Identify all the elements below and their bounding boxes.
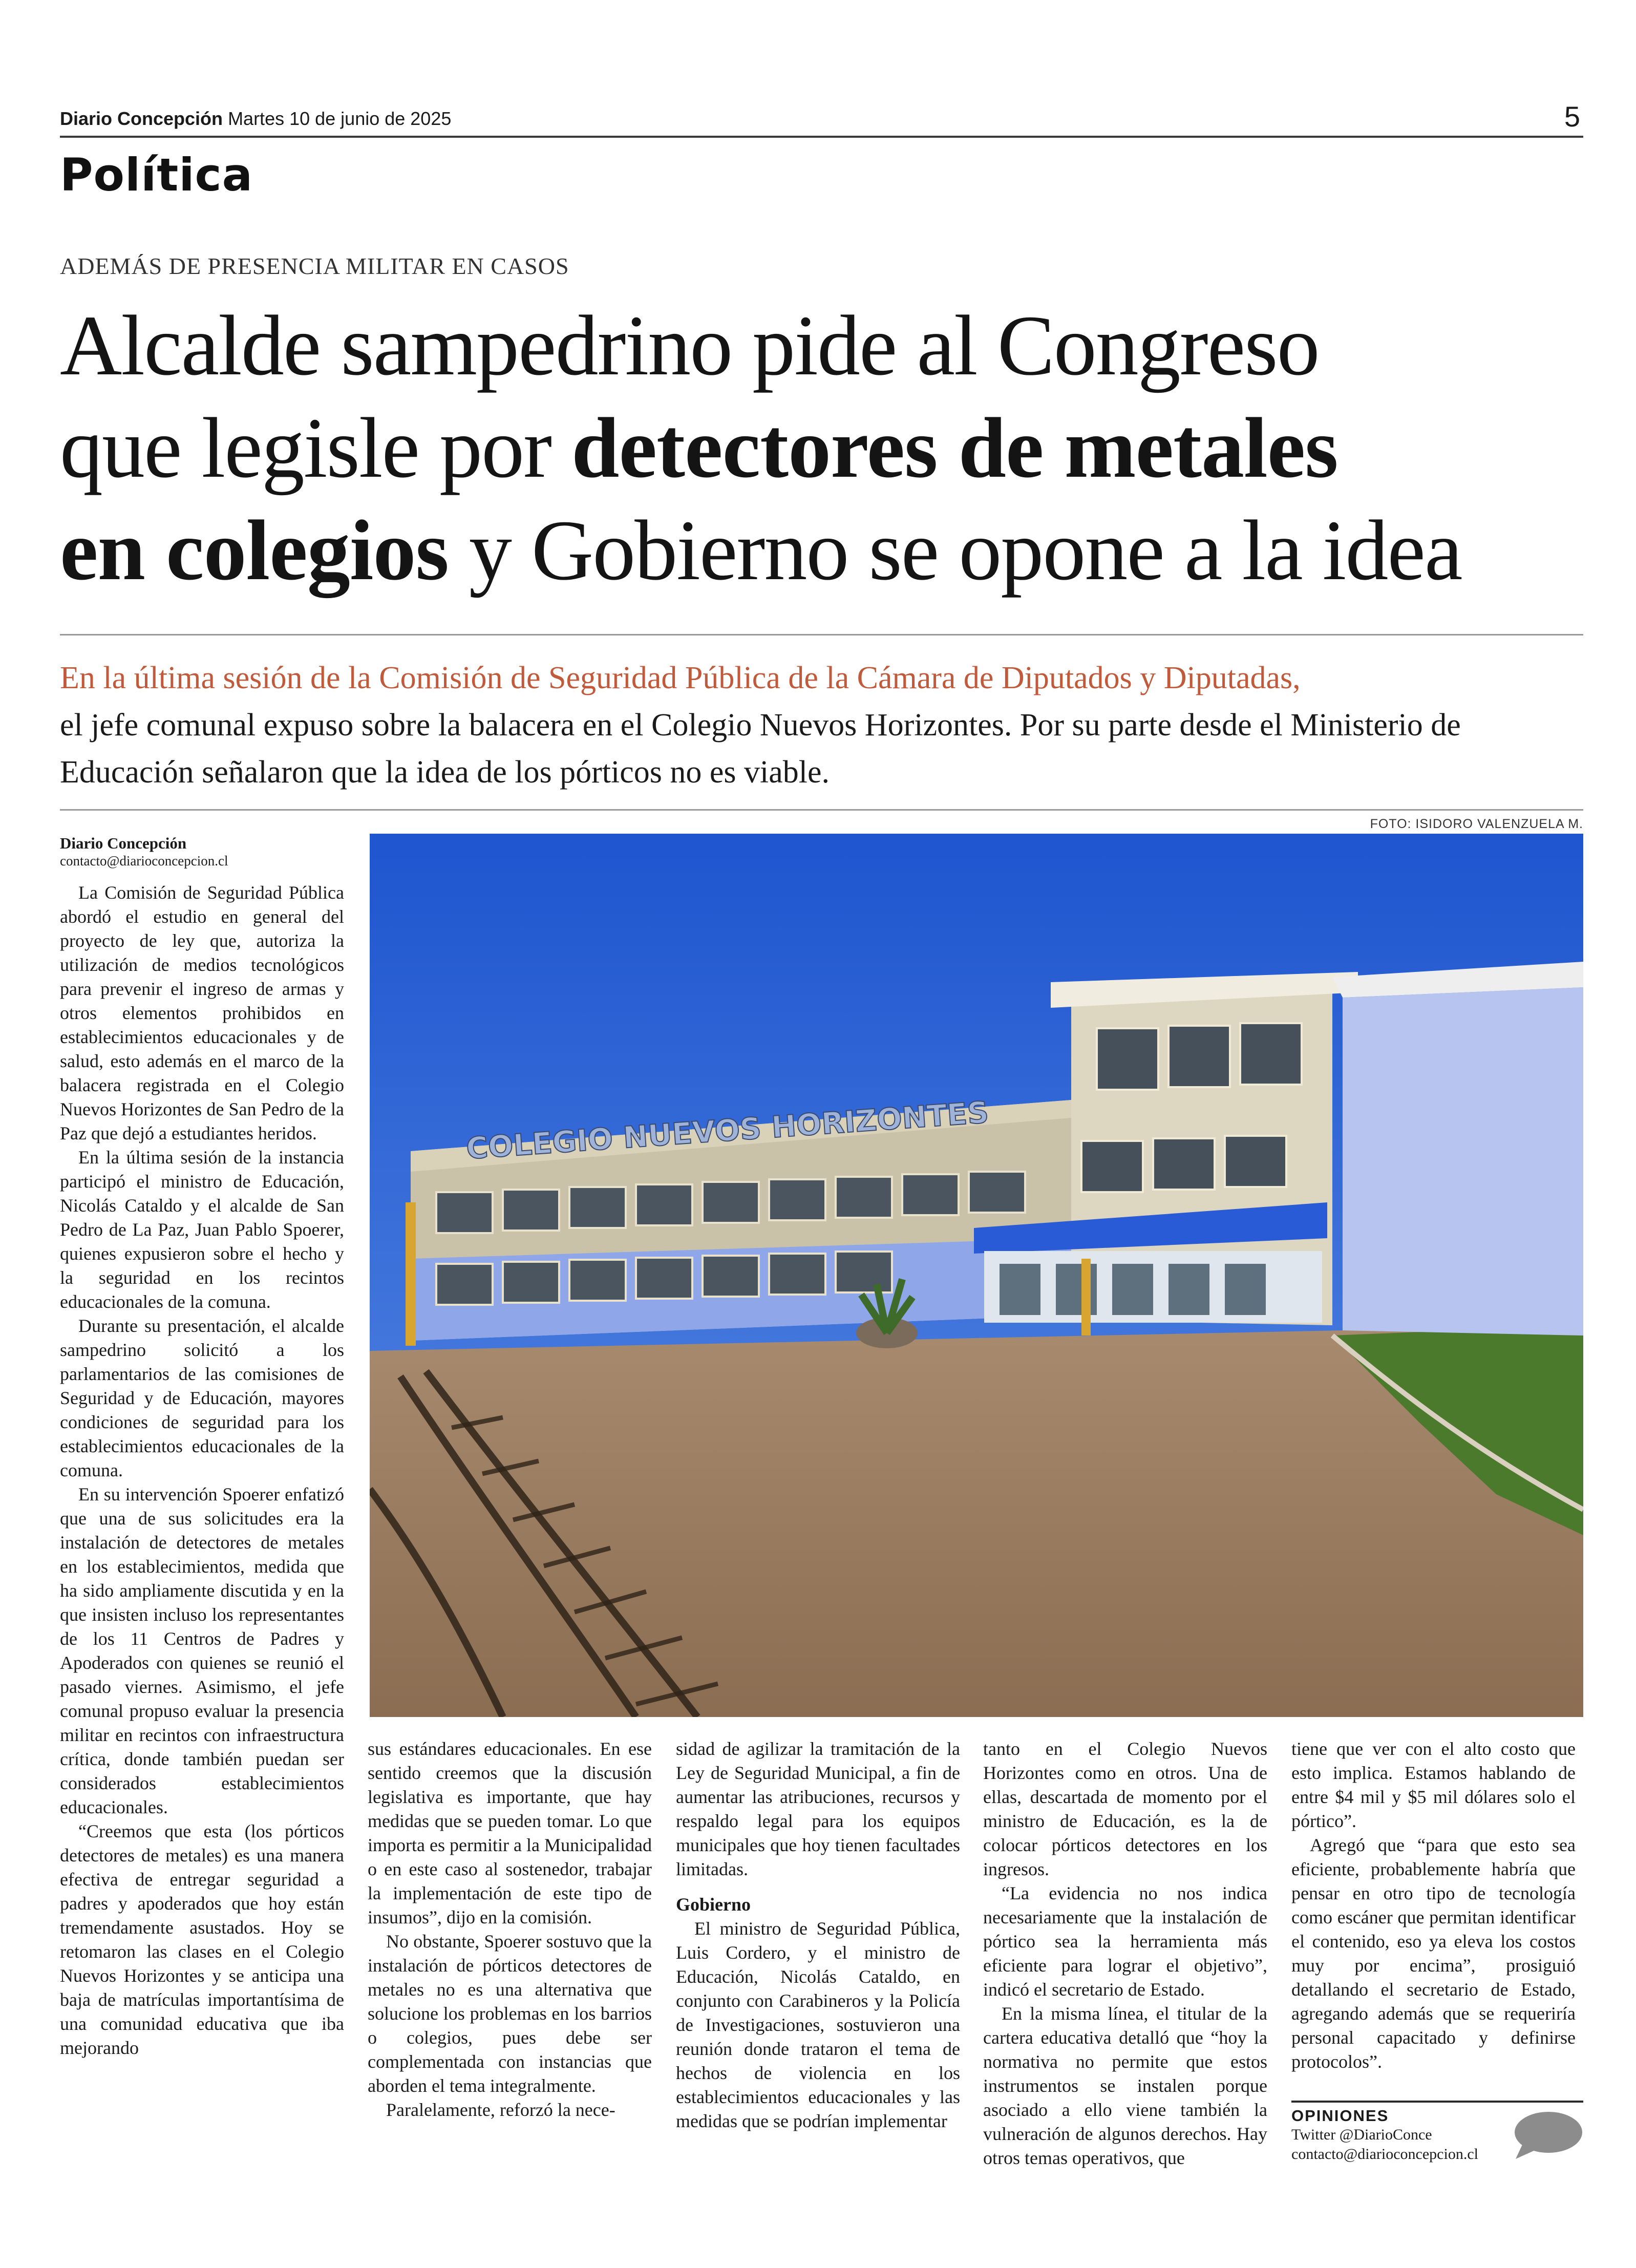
paragraph: sidad de agilizar la tramitación de la Ley de Seguridad Municipal, a fin de aumentar las atribuciones, recursos y respaldo legal para los equipos municipales que hoy tienen facultades limitadas. xyxy=(676,1739,960,1879)
paragraph: No obstante, Spoerer sostuvo que la instalación de pórticos detectores de metales no es una alternativa que solucione los problemas en los barrios o colegios, pues debe ser complementada con instancias que aborden el tema integralmente. xyxy=(368,1931,652,2096)
paragraph: Paralelamente, reforzó la nece- xyxy=(386,2100,615,2120)
headline-text: que legisle por xyxy=(60,400,572,496)
byline-email: contacto@diarioconcepcion.cl xyxy=(60,853,228,868)
opiniones-title: OPINIONES xyxy=(1291,2107,1389,2125)
paragraph: El ministro de Seguridad Pública, Luis Cordero, y el ministro de Educación, Nicolás Cataldo, en conjunto con Carabineros y la Policía de Investigaciones, sostuvieron una reunión donde trataron el tema de hechos de violencia en los establecimientos educacionales y las medidas que se podrían implementar xyxy=(676,1918,960,2131)
page-header xyxy=(60,100,1583,138)
headline-line-1: Alcalde sampedrino pide al Congreso xyxy=(60,298,1319,393)
headline-emphasis: en colegios xyxy=(60,503,449,598)
publication-date: Martes 10 de junio de 2025 xyxy=(228,108,452,129)
byline-name: Diario Concepción xyxy=(60,834,187,852)
paragraph: “Creemos que esta (los pórticos detectores de metales) es una manera efectiva de entregar seguridad a padres y apoderados que hoy están tremendamente asustados. Hoy se retomaron las clases en el Colegio Nuevos Horizontes y se anticipa una baja de matrículas importantísima de una comunidad educativa que iba mejorando xyxy=(60,1821,344,2058)
article-column-5 xyxy=(1291,1737,1576,2074)
headline-line-2 xyxy=(60,397,1591,499)
paragraph: En la misma línea, el titular de la cartera educativa detalló que “hoy la normativa no permite que estos instrumentos se instalen porque asociado a ello viene también la vulneración de algunos derechos. Hay otros temas operativos, que xyxy=(983,2003,1267,2168)
subheading: Gobierno xyxy=(676,1894,751,1915)
article-column-3 xyxy=(676,1737,960,2133)
byline xyxy=(60,835,228,870)
publication-name: Diario Concepción xyxy=(60,108,223,129)
paragraph: sus estándares educacionales. En ese sentido creemos que la discusión legislativa es importante, que hay medidas que se pueden tomar. Lo que importa es permitir a la Municipalidad o en este caso al sostenedor, trabajar la implementación de este tipo de insumos”, dijo en la comisión. xyxy=(368,1739,652,1927)
opiniones-email[interactable]: contacto@diarioconcepcion.cl xyxy=(1291,2146,1478,2163)
article-column-4 xyxy=(983,1737,1267,2170)
article-deck xyxy=(60,654,1591,796)
paragraph: Durante su presentación, el alcalde sampedrino solicitó a los parlamentarios de las comisiones de Seguridad y de Educación, mayores condiciones de seguridad para los establecimientos educacionales de la comuna. xyxy=(60,1316,344,1480)
headline-emphasis: detectores de metales xyxy=(571,400,1338,496)
publication-line xyxy=(60,108,451,130)
paragraph: “La evidencia no nos indica necesariamente que la instalación de pórtico sea la herramienta más eficiente para lograr el objetivo”, indicó el secretario de Estado. xyxy=(983,1883,1267,2000)
page-number: 5 xyxy=(1564,100,1580,133)
headline-text: y Gobierno se opone a la idea xyxy=(448,503,1462,598)
photo-credit: FOTO: ISIDORO VALENZUELA M. xyxy=(1370,817,1583,831)
divider xyxy=(60,809,1583,811)
paragraph: La Comisión de Seguridad Pública abordó el estudio en general del proyecto de ley que, autoriza la utilización de medios tecnológicos para prevenir el ingreso de armas y otros elementos prohibidos en establecimientos educacionales y de salud, esto además en el marco de la balacera registrada en el Colegio Nuevos Horizontes de San Pedro de la Paz que dejó a estudiantes heridos. xyxy=(60,882,344,1143)
paragraph: tanto en el Colegio Nuevos Horizontes como en otros. Una de ellas, descartada de momento por el ministro de Educación, es la de colocar pórticos detectores en los ingresos. xyxy=(983,1739,1267,1879)
paragraph: Agregó que “para que esto sea eficiente, probablemente habría que pensar en otro tipo de tecnología como escáner que permitan identificar el contenido, eso ya eleva los costos muy por encima”, prosiguió detallando el secretario de Estado, agregando además que se requeriría personal capacitado y definirse protocolos”. xyxy=(1291,1835,1576,2072)
deck-text: el jefe comunal expuso sobre la balacera en el Colegio Nuevos Horizontes. Por su parte desde el Ministerio de Educación señalaron que la idea de los pórticos no es viable. xyxy=(60,708,1461,790)
opiniones-box xyxy=(1291,2101,1583,2164)
article-headline xyxy=(60,294,1591,602)
building-sign: COLEGIO NUEVOS HORIZONTES xyxy=(465,1094,990,1166)
article-photo xyxy=(370,834,1583,1717)
divider xyxy=(60,634,1583,635)
paragraph: En la última sesión de la instancia participó el ministro de Educación, Nicolás Cataldo y el alcalde de San Pedro de La Paz, Juan Pablo Spoerer, quienes expusieron sobre el hecho y la seguridad en los recintos educacionales de la comuna. xyxy=(60,1147,344,1312)
deck-lead: En la última sesión de la Comisión de Seguridad Pública de la Cámara de Diputados y Diputadas, xyxy=(60,661,1301,695)
paragraph: En su intervención Spoerer enfatizó que una de sus solicitudes era la instalación de detectores de metales en los establecimientos, medida que ha sido ampliamente discutida y en la que insisten incluso los representantes de los 11 Centros de Padres y Apoderados con quienes se reunió el pasado viernes. Asimismo, el jefe comunal propuso evaluar la presencia militar en recintos con infraestructura crítica, donde también puedan ser considerados establecimientos educacionales. xyxy=(60,1484,344,1817)
article-column-1 xyxy=(60,881,344,2060)
article-kicker: ADEMÁS DE PRESENCIA MILITAR EN CASOS xyxy=(60,253,569,279)
article-column-2 xyxy=(368,1737,652,2122)
section-title: Política xyxy=(60,149,253,201)
paragraph: tiene que ver con el alto costo que esto implica. Estamos hablando de entre $4 mil y $5 mil dólares solo el pórtico”. xyxy=(1291,1739,1576,1831)
speech-bubble-icon xyxy=(1512,2110,1583,2161)
headline-line-3 xyxy=(60,499,1591,602)
opiniones-twitter: Twitter @DiarioConce xyxy=(1291,2126,1432,2143)
